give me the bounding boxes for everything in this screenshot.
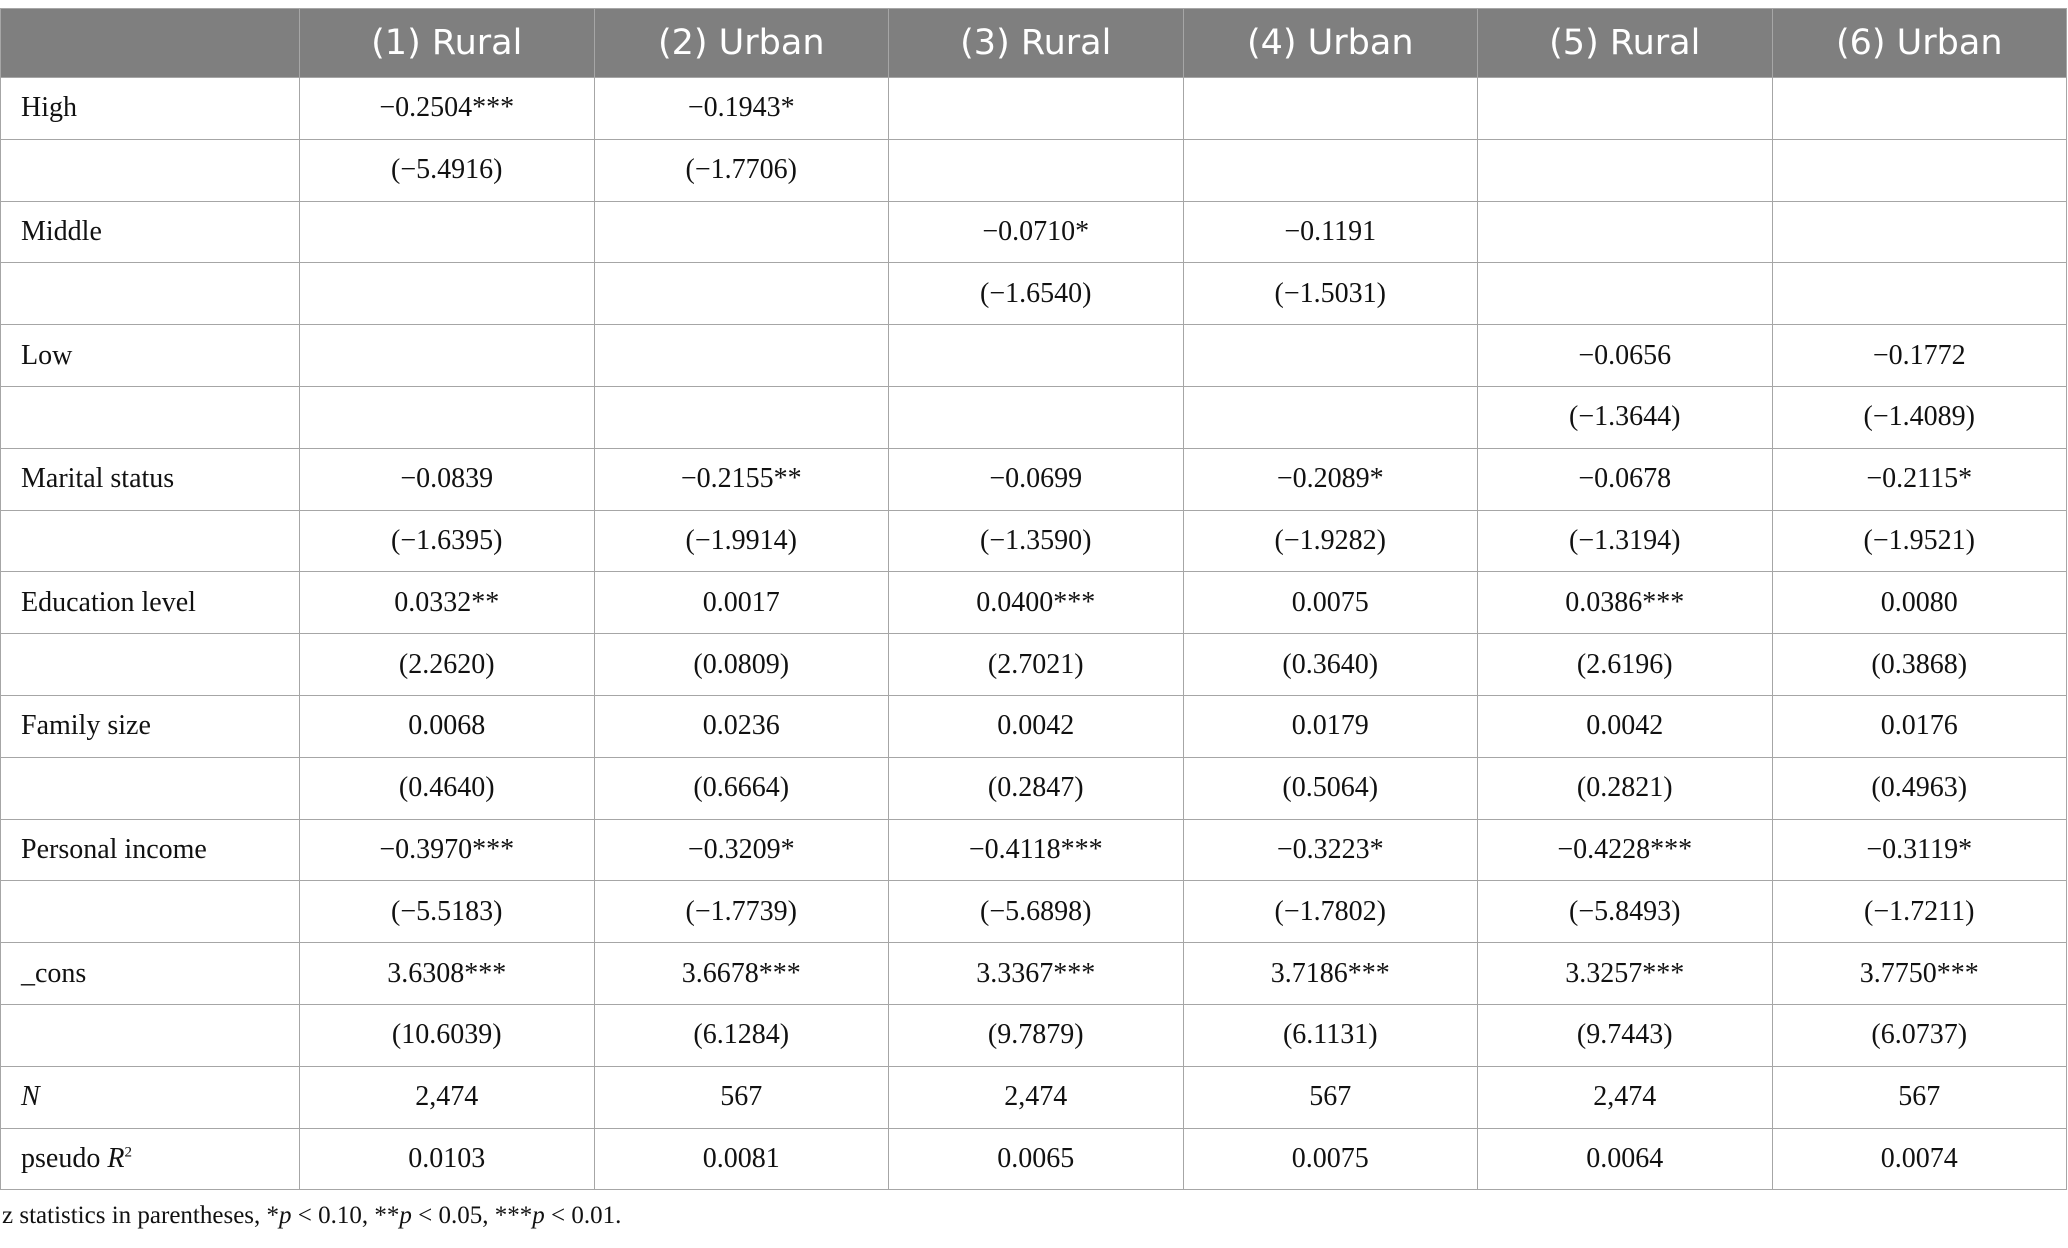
table-cell: (0.6664) (594, 757, 889, 819)
table-cell: −0.1943* (594, 78, 889, 140)
table-cell: −0.2504*** (300, 78, 595, 140)
header-cell-2-urban: (2) Urban (594, 9, 889, 78)
table-cell: 2,474 (300, 1066, 595, 1128)
row-label: Education level (1, 572, 300, 634)
table-cell: (0.4640) (300, 757, 595, 819)
table-cell: 3.6308*** (300, 943, 595, 1005)
table-cell: 567 (1772, 1066, 2067, 1128)
table-cell: (−5.5183) (300, 881, 595, 943)
row-label: Personal income (1, 819, 300, 881)
table-cell: (0.2821) (1478, 757, 1773, 819)
footnote-part: z statistics in parentheses, * (2, 1202, 280, 1229)
table-row (1, 943, 2067, 1005)
table-cell: 0.0075 (1183, 572, 1478, 634)
table-cell (300, 386, 595, 448)
table-cell: 0.0065 (889, 1128, 1184, 1190)
table-cell: −0.2089* (1183, 448, 1478, 510)
table-cell: 0.0179 (1183, 695, 1478, 757)
table-cell: 0.0081 (594, 1128, 889, 1190)
table-cell: 0.0103 (300, 1128, 595, 1190)
table-cell: 3.7750*** (1772, 943, 2067, 1005)
header-cell-1-rural: (1) Rural (300, 9, 595, 78)
table-row (1, 78, 2067, 140)
table-row (1, 1004, 2067, 1066)
table-cell: (−1.5031) (1183, 263, 1478, 325)
table-cell: −0.3970*** (300, 819, 595, 881)
table-cell: (6.1131) (1183, 1004, 1478, 1066)
table-cell: 0.0074 (1772, 1128, 2067, 1190)
row-label-pseudo-r2 (1, 1128, 300, 1190)
row-label: High (1, 78, 300, 140)
table-cell: 3.7186*** (1183, 943, 1478, 1005)
table-cell: 0.0068 (300, 695, 595, 757)
table-cell: 0.0017 (594, 572, 889, 634)
table-cell: (6.0737) (1772, 1004, 2067, 1066)
table-cell (1478, 139, 1773, 201)
table-cell: −0.3209* (594, 819, 889, 881)
table-cell: −0.0678 (1478, 448, 1773, 510)
table-cell (1183, 139, 1478, 201)
table-cell: 3.3257*** (1478, 943, 1773, 1005)
table-row (1, 1066, 2067, 1128)
table-cell (889, 386, 1184, 448)
table-row (1, 695, 2067, 757)
table-cell (300, 263, 595, 325)
header-cell-3-rural: (3) Rural (889, 9, 1184, 78)
table-cell: (0.0809) (594, 634, 889, 696)
table-cell: (0.3640) (1183, 634, 1478, 696)
header-cell-variable (1, 9, 300, 78)
table-cell: −0.0699 (889, 448, 1184, 510)
row-label (1, 1004, 300, 1066)
table-footnote (2, 1202, 621, 1230)
table-cell (1478, 263, 1773, 325)
table-cell: −0.1772 (1772, 325, 2067, 387)
row-label (1, 139, 300, 201)
row-label: Middle (1, 201, 300, 263)
table-row (1, 510, 2067, 572)
table-cell: 0.0176 (1772, 695, 2067, 757)
table-cell: −0.4228*** (1478, 819, 1773, 881)
header-cell-4-urban: (4) Urban (1183, 9, 1478, 78)
table-row (1, 201, 2067, 263)
pseudo-label-prefix: pseudo (21, 1142, 108, 1174)
table-cell (594, 263, 889, 325)
table-cell: (0.5064) (1183, 757, 1478, 819)
table-header-row (1, 9, 2067, 78)
table-cell: (0.4963) (1772, 757, 2067, 819)
pseudo-label-var: R (107, 1142, 125, 1174)
footnote-part: < 0.10, ** (291, 1202, 400, 1229)
table-row-pseudo-r2 (1, 1128, 2067, 1190)
table-cell: 0.0332** (300, 572, 595, 634)
table-row (1, 448, 2067, 510)
row-label: Marital status (1, 448, 300, 510)
table-cell (1183, 78, 1478, 140)
table-cell (1183, 325, 1478, 387)
table-row (1, 263, 2067, 325)
table-cell: 0.0075 (1183, 1128, 1478, 1190)
table-cell: −0.2115* (1772, 448, 2067, 510)
table-cell (1183, 386, 1478, 448)
table-cell: (−1.7802) (1183, 881, 1478, 943)
table-cell: −0.0710* (889, 201, 1184, 263)
table-row (1, 139, 2067, 201)
table-cell (300, 325, 595, 387)
table-cell: −0.3223* (1183, 819, 1478, 881)
table-cell: −0.1191 (1183, 201, 1478, 263)
table-cell: 3.3367*** (889, 943, 1184, 1005)
table-cell: −0.4118*** (889, 819, 1184, 881)
table-cell: 567 (1183, 1066, 1478, 1128)
table-cell: 0.0400*** (889, 572, 1184, 634)
table-cell: −0.2155** (594, 448, 889, 510)
pseudo-label-sup: 2 (124, 1144, 132, 1161)
table-row (1, 881, 2067, 943)
row-label (1, 510, 300, 572)
table-cell: (2.7021) (889, 634, 1184, 696)
table-cell: 0.0236 (594, 695, 889, 757)
table-cell: (9.7443) (1478, 1004, 1773, 1066)
table-cell: (−1.7211) (1772, 881, 2067, 943)
table-cell: (2.6196) (1478, 634, 1773, 696)
header-cell-6-urban: (6) Urban (1772, 9, 2067, 78)
table-cell: (2.2620) (300, 634, 595, 696)
table-cell (1478, 78, 1773, 140)
table-cell: (−5.6898) (889, 881, 1184, 943)
table-cell: (−1.3644) (1478, 386, 1773, 448)
table-body (1, 78, 2067, 1190)
footnote-part: < 0.01. (544, 1202, 622, 1229)
footnote-part: p (532, 1202, 545, 1229)
table-cell: 3.6678*** (594, 943, 889, 1005)
table-cell: (−1.3194) (1478, 510, 1773, 572)
table-cell (1772, 139, 2067, 201)
table-cell (300, 201, 595, 263)
table-cell (594, 201, 889, 263)
footnote-part: p (399, 1202, 412, 1229)
table-cell (889, 139, 1184, 201)
regression-table-container (0, 8, 2068, 1190)
table-cell: 567 (594, 1066, 889, 1128)
row-label: N (1, 1066, 300, 1128)
row-label: Low (1, 325, 300, 387)
table-cell: (−1.9282) (1183, 510, 1478, 572)
row-label: _cons (1, 943, 300, 1005)
table-cell: 2,474 (1478, 1066, 1773, 1128)
table-cell (1772, 263, 2067, 325)
table-cell: (−1.6540) (889, 263, 1184, 325)
row-label (1, 263, 300, 325)
table-row (1, 757, 2067, 819)
table-cell (889, 325, 1184, 387)
footnote-part: p (279, 1202, 292, 1229)
table-cell: 0.0064 (1478, 1128, 1773, 1190)
table-cell: 2,474 (889, 1066, 1184, 1128)
row-label: Family size (1, 695, 300, 757)
table-row (1, 634, 2067, 696)
table-cell (889, 78, 1184, 140)
regression-table (0, 8, 2067, 1190)
table-row (1, 572, 2067, 634)
table-cell: (0.3868) (1772, 634, 2067, 696)
table-cell (1772, 201, 2067, 263)
table-cell: −0.3119* (1772, 819, 2067, 881)
table-cell: 0.0386*** (1478, 572, 1773, 634)
table-row (1, 386, 2067, 448)
table-cell: −0.0656 (1478, 325, 1773, 387)
table-cell: (−1.9521) (1772, 510, 2067, 572)
table-cell (1478, 201, 1773, 263)
table-cell (1772, 78, 2067, 140)
table-row (1, 325, 2067, 387)
row-label (1, 881, 300, 943)
header-cell-5-rural: (5) Rural (1478, 9, 1773, 78)
row-label (1, 757, 300, 819)
table-cell: (−5.4916) (300, 139, 595, 201)
row-label (1, 634, 300, 696)
table-row (1, 819, 2067, 881)
table-cell: (−1.6395) (300, 510, 595, 572)
table-cell: (9.7879) (889, 1004, 1184, 1066)
table-cell (594, 325, 889, 387)
table-cell: 0.0042 (1478, 695, 1773, 757)
table-cell (594, 386, 889, 448)
table-cell: (6.1284) (594, 1004, 889, 1066)
table-cell: (10.6039) (300, 1004, 595, 1066)
table-cell: (−5.8493) (1478, 881, 1773, 943)
table-cell: (0.2847) (889, 757, 1184, 819)
table-cell: (−1.3590) (889, 510, 1184, 572)
row-label (1, 386, 300, 448)
table-cell: (−1.7739) (594, 881, 889, 943)
table-cell: (−1.9914) (594, 510, 889, 572)
footnote-part: < 0.05, *** (411, 1202, 533, 1229)
table-cell: (−1.7706) (594, 139, 889, 201)
table-cell: 0.0080 (1772, 572, 2067, 634)
table-cell: (−1.4089) (1772, 386, 2067, 448)
table-cell: −0.0839 (300, 448, 595, 510)
table-cell: 0.0042 (889, 695, 1184, 757)
